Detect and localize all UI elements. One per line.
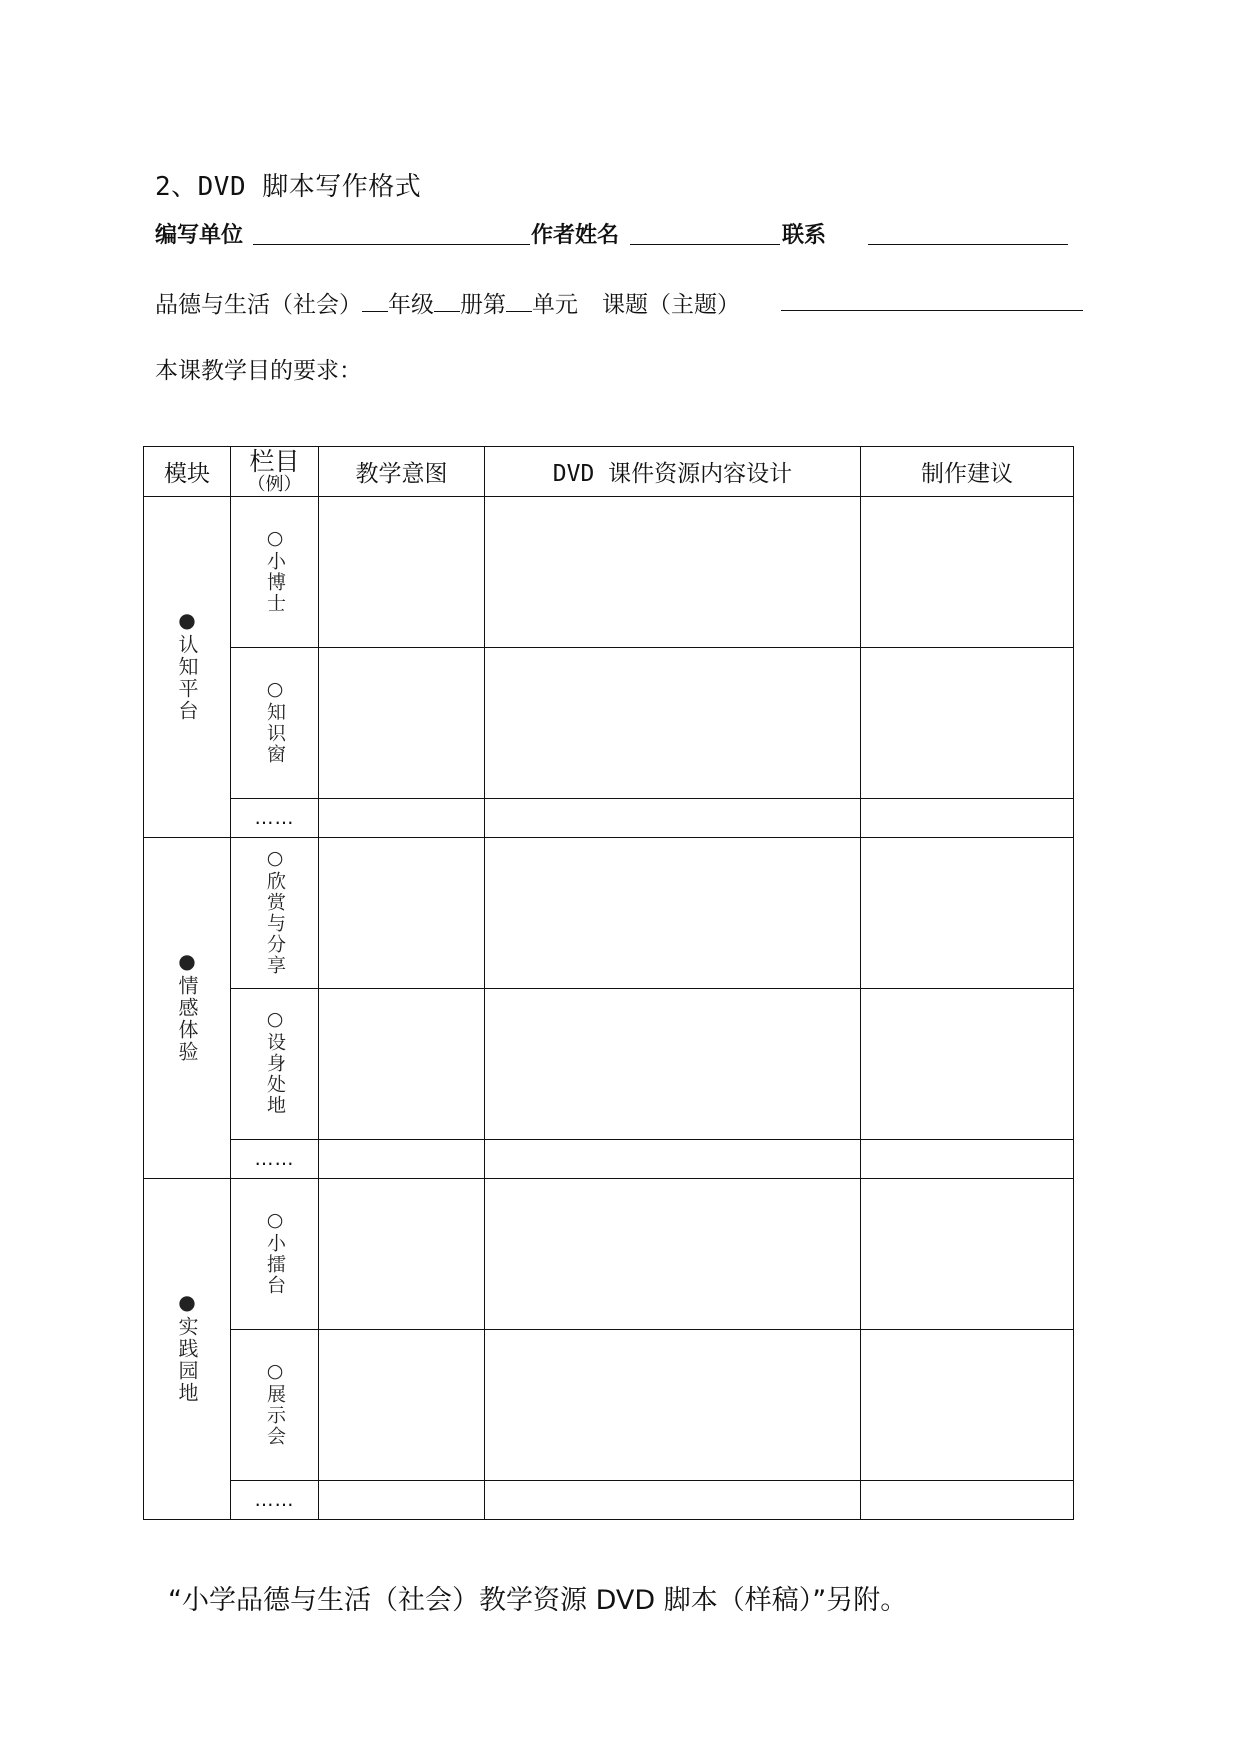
table-row: [144, 1179, 1074, 1330]
advice-cell[interactable]: [861, 1179, 1074, 1330]
column-cell: [231, 1179, 319, 1330]
item-name: 展示会: [264, 1383, 286, 1447]
item-bullet: ○: [264, 1008, 286, 1032]
subject-prefix: 品德与生活（社会）: [155, 292, 362, 318]
header-column-big: 栏目: [249, 447, 300, 476]
author-label-wrap: [531, 218, 619, 249]
objective-label: 本课教学目的要求：: [155, 358, 362, 384]
advice-cell[interactable]: [861, 1330, 1074, 1481]
ellipsis-cell: ……: [231, 1481, 319, 1520]
item-bullet: ○: [264, 846, 286, 871]
advice-cell[interactable]: [861, 1140, 1074, 1179]
item-name: 知识窗: [264, 701, 286, 765]
author-fields: [155, 218, 243, 249]
advice-cell[interactable]: [861, 497, 1074, 648]
advice-cell[interactable]: [861, 1481, 1074, 1520]
intent-cell[interactable]: [319, 497, 485, 648]
table-row: [144, 1481, 1074, 1520]
intent-cell[interactable]: [319, 838, 485, 989]
intent-cell[interactable]: [319, 1140, 485, 1179]
column-cell: [231, 1330, 319, 1481]
table-row: [144, 799, 1074, 838]
ellipsis-cell: ……: [231, 1140, 319, 1179]
module-bullet: ●: [175, 608, 199, 634]
module-bullet: ●: [175, 1290, 199, 1316]
design-cell[interactable]: [485, 1140, 861, 1179]
intent-cell[interactable]: [319, 1330, 485, 1481]
column-cell: [231, 497, 319, 648]
header-advice: 制作建议: [861, 447, 1074, 497]
unit-label-inline: 单元: [532, 292, 578, 318]
table-row: [144, 1330, 1074, 1481]
advice-cell[interactable]: [861, 989, 1074, 1140]
design-cell[interactable]: [485, 799, 861, 838]
column-cell: [231, 989, 319, 1140]
table-row: [144, 1140, 1074, 1179]
unit-blank-inline[interactable]: [506, 293, 532, 312]
unit-blank[interactable]: [253, 244, 530, 245]
design-cell[interactable]: [485, 989, 861, 1140]
intent-cell[interactable]: [319, 648, 485, 799]
author-label: 作者姓名: [531, 222, 620, 248]
module-bullet: ●: [175, 949, 199, 975]
table-row: [144, 989, 1074, 1140]
module-cell: [144, 838, 231, 1179]
advice-cell[interactable]: [861, 648, 1074, 799]
design-cell[interactable]: [485, 1481, 861, 1520]
contact-label-wrap: [782, 218, 826, 249]
header-column-small: （例）: [247, 474, 302, 495]
item-name: 小擂台: [264, 1232, 286, 1296]
item-bullet: ○: [264, 1359, 286, 1384]
module-name: 实践园地: [175, 1316, 199, 1404]
grade-label: 年级: [388, 292, 434, 318]
column-cell: [231, 648, 319, 799]
contact-label: 联系: [782, 222, 827, 248]
module-name: 情感体验: [175, 975, 199, 1063]
table-row: [144, 648, 1074, 799]
topic-label: 课题（主题）: [602, 292, 740, 318]
item-bullet: ○: [264, 677, 286, 702]
table-row: [144, 497, 1074, 648]
column-cell: [231, 838, 319, 989]
item-bullet: ○: [264, 526, 286, 551]
intent-cell[interactable]: [319, 989, 485, 1140]
section-heading: 2、DVD 脚本写作格式: [155, 172, 422, 202]
contact-blank[interactable]: [868, 244, 1068, 245]
header-design: DVD 课件资源内容设计: [485, 447, 861, 497]
item-name: 设身处地: [264, 1032, 286, 1116]
script-table: [143, 446, 1074, 1520]
unit-label: 编写单位: [155, 222, 244, 248]
design-cell[interactable]: [485, 1330, 861, 1481]
header-intent: 教学意图: [319, 447, 485, 497]
course-line: [155, 286, 740, 319]
table-row: [144, 838, 1074, 989]
item-name: 小博士: [264, 550, 286, 614]
intent-cell[interactable]: [319, 799, 485, 838]
header-module: 模块: [144, 447, 231, 497]
volume-blank[interactable]: [434, 293, 460, 312]
module-cell: [144, 497, 231, 838]
volume-label: 册第: [460, 292, 506, 318]
design-cell[interactable]: [485, 648, 861, 799]
item-name: 欣赏与分享: [264, 870, 286, 976]
footer-note: “小学品德与生活（社会）教学资源 DVD 脚本（样稿）”另附。: [168, 1585, 908, 1616]
advice-cell[interactable]: [861, 838, 1074, 989]
intent-cell[interactable]: [319, 1179, 485, 1330]
author-blank[interactable]: [630, 244, 780, 245]
topic-blank[interactable]: [781, 310, 1083, 311]
item-bullet: ○: [264, 1208, 286, 1233]
intent-cell[interactable]: [319, 1481, 485, 1520]
grade-blank[interactable]: [362, 293, 388, 312]
module-name: 认知平台: [175, 634, 199, 722]
design-cell[interactable]: [485, 497, 861, 648]
module-cell: [144, 1179, 231, 1520]
design-cell[interactable]: [485, 838, 861, 989]
table-header-row: [144, 447, 1074, 497]
ellipsis-cell: ……: [231, 799, 319, 838]
design-cell[interactable]: [485, 1179, 861, 1330]
header-column: [231, 447, 319, 497]
advice-cell[interactable]: [861, 799, 1074, 838]
